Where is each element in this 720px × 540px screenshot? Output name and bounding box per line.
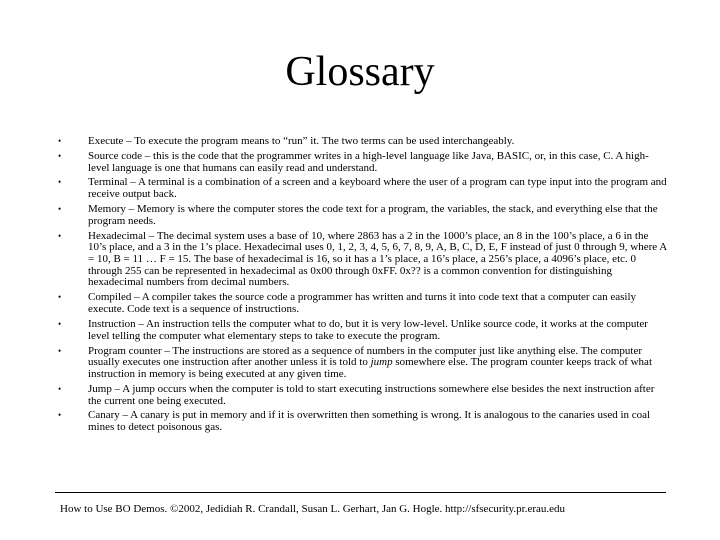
bullet-icon: •	[58, 204, 62, 215]
glossary-list	[58, 136, 668, 437]
glossary-text: Memory – Memory is where the computer stores the code text for a program, the variables, the stack, and everything else that the program needs.	[88, 203, 658, 227]
glossary-item-jump	[58, 384, 668, 407]
bullet-icon: •	[58, 136, 62, 146]
glossary-text: Instruction – An instruction tells the computer what to do, but it is very low-level. Unlike source code, it works at the computer level telling the computer what elementary steps to take to execute the program.	[88, 317, 648, 342]
glossary-text: Program counter – The instructions are stored as a sequence of numbers in the computer just like anything else. The computer usually executes one instruction after another unless it is told to	[88, 344, 643, 369]
glossary-text: Terminal – A terminal is a combination of a screen and a keyboard where the user of a program can type input into the program and receive output back.	[88, 176, 667, 201]
bullet-icon: •	[58, 292, 62, 303]
footer-divider	[55, 492, 666, 493]
glossary-text: Compiled – A compiler takes the source code a programmer has written and turns it into code text that a computer can easily execute. Code text is a sequence of instructions.	[88, 291, 637, 316]
slide-title: Glossary	[285, 49, 435, 95]
glossary-text: Hexadecimal – The decimal system uses a base of 10, where 2863 has a 2 in the 1000’s place, an 8 in the 100’s place, a 6 in the 10’s place, and a 3 in the 1’s place. Hexadecimal uses 0, 1, 2, 3, 4, 5, 6, 7, 8, 9, A, B, C, D, E, F instead of just 0 through 9, where A = 10, B = 11 … F = 15. The base of hexadecimal is 16, so it has a 1’s place, a 16’s place, a 256’s place, a 4096’s place, etc. 0 through 255 can be represented in hexadecimal as 0x00 through 0xFF. 0x?? is a common convention for distinguishing hexadecimal numbers from decimal numbers.	[88, 229, 667, 289]
bullet-icon: •	[58, 410, 62, 421]
glossary-item-memory	[58, 204, 668, 227]
bullet-icon: •	[58, 318, 62, 329]
glossary-item-program-counter	[58, 346, 668, 381]
glossary-item-execute	[58, 136, 668, 148]
bullet-icon: •	[58, 345, 62, 356]
glossary-item-instruction	[58, 319, 668, 342]
glossary-item-terminal	[58, 177, 668, 200]
glossary-emphasis: jump	[370, 356, 393, 369]
glossary-item-hexadecimal	[58, 231, 668, 290]
bullet-icon: •	[58, 150, 62, 161]
bullet-icon: •	[58, 230, 62, 241]
glossary-item-canary	[58, 410, 668, 433]
glossary-item-compiled	[58, 292, 668, 315]
glossary-text: Source code – this is the code that the programmer writes in a high-level language like Java, BASIC, or, in this case, C. A high-level language is one that humans can easily read and understand.	[88, 149, 649, 174]
glossary-item-source-code	[58, 151, 668, 174]
glossary-text: somewhere else. The program counter keeps track of what instruction in memory is being executed at any given time.	[88, 356, 652, 380]
glossary-text: Execute – To execute the program means to “run” it. The two terms can be used interchangeably.	[88, 135, 515, 147]
footer-text: How to Use BO Demos. ©2002, Jedidiah R. Crandall, Susan L. Gerhart, Jan G. Hogle. http://sfsecurity.pr.erau.edu	[60, 503, 566, 515]
glossary-text: Canary – A canary is put in memory and if it is overwritten then something is wrong. It is analogous to the canaries used in coal mines to detect poisonous gas.	[88, 409, 651, 434]
bullet-icon: •	[58, 383, 62, 394]
bullet-icon: •	[58, 177, 62, 188]
glossary-text: Jump – A jump occurs when the computer is told to start executing instructions somewhere else besides the next instruction after the current one being executed.	[88, 382, 655, 407]
